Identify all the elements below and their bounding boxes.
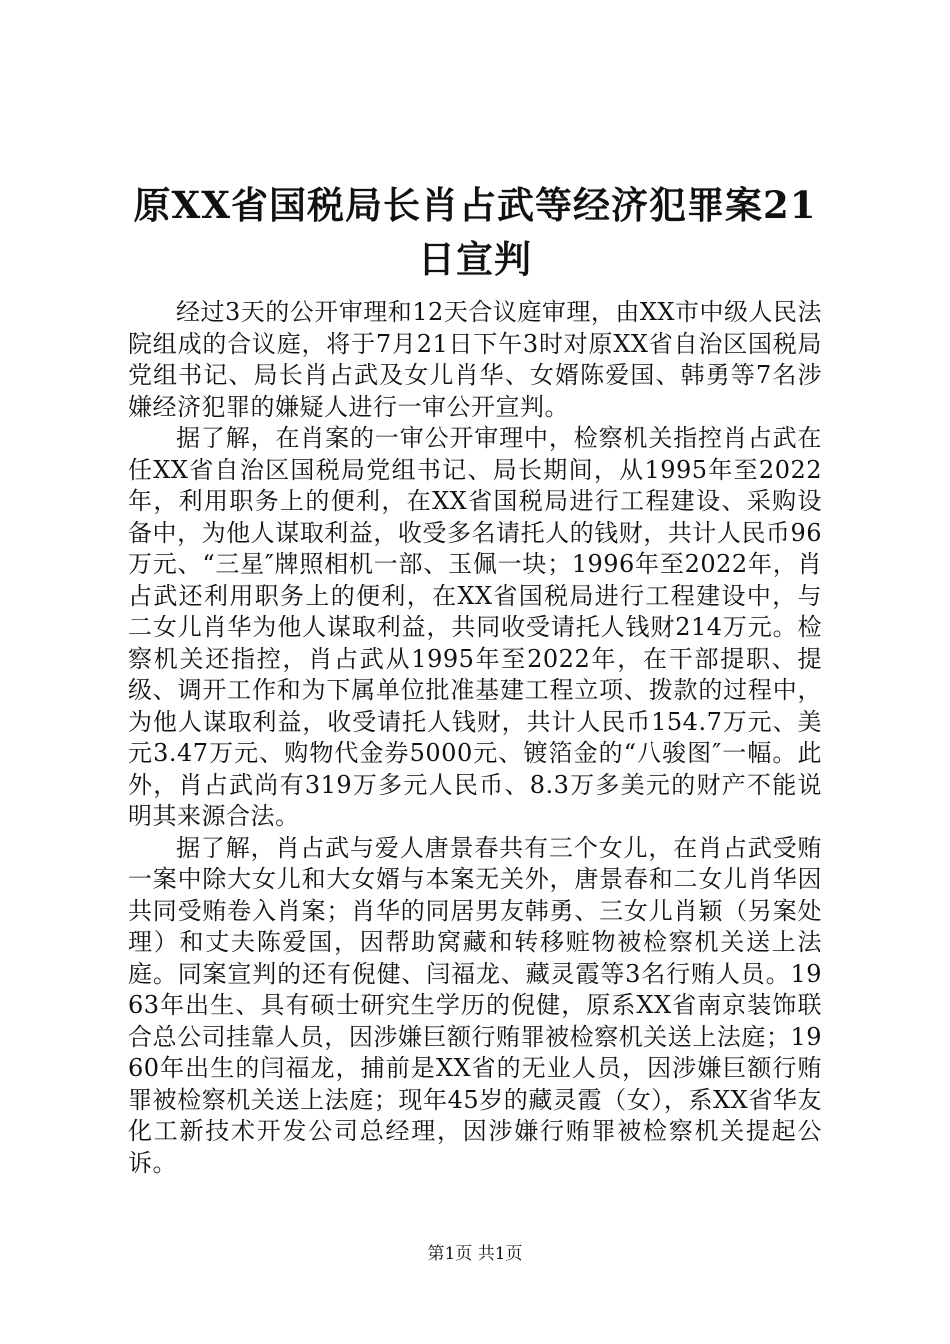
paragraph-2: 据了解，在肖案的一审公开审理中，检察机关指控肖占武在任XX省自治区国税局党组书记、局长期间，从1995年至2022年，利用职务上的便利，在XX省国税局进行工程建设、采购设备中，为他人谋取利益，收受多名请托人的钱财，共计人民币96万元、“三星″牌照相机一部、玉佩一块；1996年至2022年，肖占武还利用职务上的便利，在XX省国税局进行工程建设中，与二女儿肖华为他人谋取利益，共同收受请托人钱财214万元。检察机关还指控，肖占武从1995年至2022年，在干部提职、提级、调开工作和为下属单位批准基建工程立项、拨款的过程中，为他人谋取利益，收受请托人钱财，共计人民币154.7万元、美元3.47万元、购物代金券5000元、镀箔金的“八骏图″一幅。此外，肖占武尚有319万多元人民币、8.3万多美元的财产不能说明其来源合法。 — [128, 424, 822, 830]
paragraph-1: 经过3天的公开审理和12天合议庭审理，由XX市中级人民法院组成的合议庭，将于7月21日下午3时对原XX省自治区国税局党组书记、局长肖占武及女儿肖华、女婿陈爱国、韩勇等7名涉嫌经济犯罪的嫌疑人进行一审公开宣判。 — [128, 298, 822, 421]
paragraph-3: 据了解，肖占武与爱人唐景春共有三个女儿，在肖占武受贿一案中除大女儿和大女婿与本案无关外，唐景春和二女儿肖华因共同受贿卷入肖案；肖华的同居男友韩勇、三女儿肖颖（另案处理）和丈夫陈爱国，因帮助窝藏和转移赃物被检察机关送上法庭。同案宣判的还有倪健、闫福龙、藏灵霞等3名行贿人员。1963年出生、具有硕士研究生学历的倪健，原系XX省南京装饰联合总公司挂靠人员，因涉嫌巨额行贿罪被检察机关送上法庭；1960年出生的闫福龙，捕前是XX省的无业人员，因涉嫌巨额行贿罪被检察机关送上法庭；现年45岁的藏灵霞（女），系XX省华友化工新技术开发公司总经理，因涉嫌行贿罪被检察机关提起公诉。 — [128, 833, 822, 1177]
document-title: 原XX省国税局长肖占武等经济犯罪案21日宣判 — [133, 183, 817, 281]
document-body — [128, 297, 822, 1179]
page-footer: 第1页 共1页 — [427, 1244, 523, 1264]
